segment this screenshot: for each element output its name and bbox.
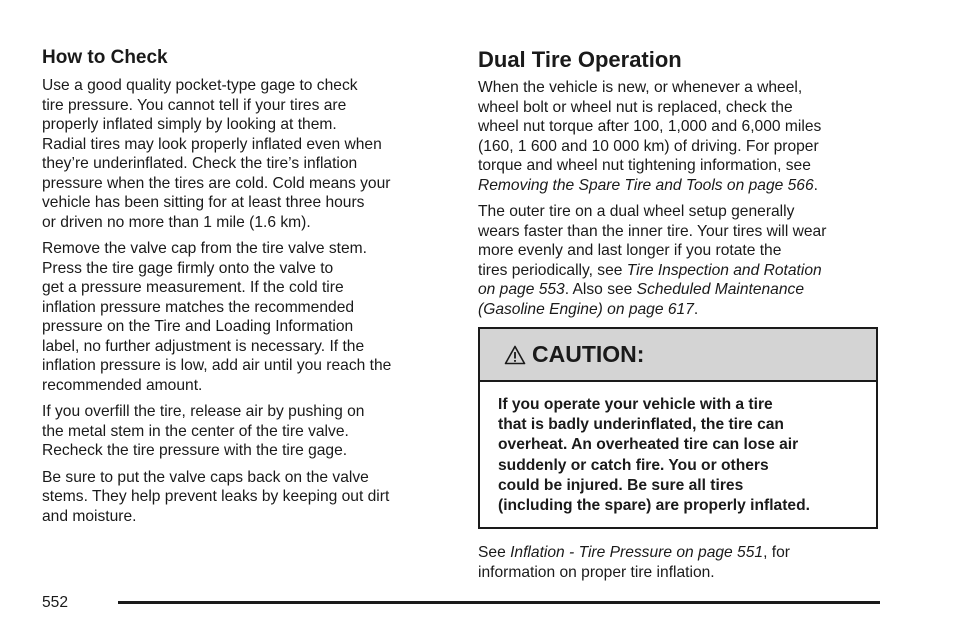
caution-text xyxy=(480,382,876,516)
text-line: (160, 1 600 and 10 000 km) of driving. For proper xyxy=(478,137,819,155)
section-heading-dual-tire-operation: Dual Tire Operation xyxy=(478,47,682,72)
cross-reference-link[interactable]: Tire Inspection and Rotation xyxy=(626,261,822,279)
right-column xyxy=(478,46,888,326)
text-line: inflation pressure matches the recommended xyxy=(42,298,355,316)
caution-header xyxy=(480,329,876,382)
text-line: Be sure to put the valve caps back on the valve xyxy=(42,468,369,486)
text-line: Remove the valve cap from the tire valve stem. xyxy=(42,240,368,257)
text-line: properly inflated simply by looking at them. xyxy=(42,116,337,133)
text-line: more evenly and last longer if you rotate the xyxy=(478,242,782,259)
text-line: label, no further adjustment is necessary. If the xyxy=(42,337,365,355)
text-line: Use a good quality pocket-type gage to check xyxy=(42,77,358,94)
text-line: If you overfill the tire, release air by pushing on xyxy=(42,403,365,420)
paragraph xyxy=(42,468,452,527)
text-line: pressure on the Tire and Loading Information xyxy=(42,318,354,335)
inline-text: . Also see xyxy=(564,281,637,298)
text-line: wheel bolt or wheel nut is replaced, check the xyxy=(478,98,793,116)
paragraph xyxy=(478,543,888,582)
text-line: could be injured. Be sure all tires xyxy=(498,476,744,494)
paragraph xyxy=(42,402,452,461)
text-line xyxy=(478,261,888,281)
text-line xyxy=(478,176,888,196)
text-line: Recheck the tire pressure with the tire gage. xyxy=(42,442,348,459)
inline-text: tires periodically, see xyxy=(478,261,627,279)
punctuation: . xyxy=(813,176,818,194)
text-line: Radial tires may look properly inflated even when xyxy=(42,135,382,153)
text-line: torque and wheel nut tightening information, see xyxy=(478,157,811,174)
text-line: inflation pressure is low, add air until you reach the xyxy=(42,357,392,374)
caution-box xyxy=(478,327,878,529)
text-line: overheat. An overheated tire can lose air xyxy=(498,436,799,454)
text-line xyxy=(478,300,888,320)
text-line: tire pressure. You cannot tell if your tires are xyxy=(42,96,347,114)
punctuation: . xyxy=(693,300,699,318)
paragraph xyxy=(478,78,888,195)
text-line: or driven no more than 1 mile (1.6 km). xyxy=(42,213,311,231)
text-line xyxy=(478,280,888,300)
text-line: get a pressure measurement. If the cold tire xyxy=(42,279,344,296)
paragraph xyxy=(478,202,888,319)
text-line: and moisture. xyxy=(42,507,137,525)
cross-reference-link[interactable]: Inflation - Tire Pressure on page 551 xyxy=(510,544,764,561)
text-line: The outer tire on a dual wheel setup generally xyxy=(478,203,795,220)
text-line: that is badly underinflated, the tire can xyxy=(498,416,784,434)
cross-reference-link[interactable]: on page 553 xyxy=(478,281,565,298)
cross-reference-link[interactable]: Scheduled Maintenance xyxy=(636,281,804,298)
text-line: pressure when the tires are cold. Cold means your xyxy=(42,174,391,192)
footer-divider xyxy=(118,601,880,604)
warning-triangle-icon xyxy=(504,345,526,365)
text-line: recommended amount. xyxy=(42,376,203,394)
text-line: wheel nut torque after 100, 1,000 and 6,000 miles xyxy=(478,118,822,135)
text-line: suddenly or catch fire. You or others xyxy=(498,456,769,474)
text-line: wears faster than the inner tire. Your tires will wear xyxy=(478,222,827,240)
text-line: information on proper tire inflation. xyxy=(478,563,715,581)
text-line: If you operate your vehicle with a tire xyxy=(498,396,773,413)
paragraph xyxy=(42,76,452,232)
cross-reference-link[interactable]: Removing the Spare Tire and Tools on page 566 xyxy=(478,176,814,194)
paragraph xyxy=(42,239,452,395)
page-number: 552 xyxy=(42,594,69,611)
text-line: Press the tire gage firmly onto the valve to xyxy=(42,259,334,277)
inline-text: , for xyxy=(763,544,790,561)
text-line: When the vehicle is new, or whenever a wheel, xyxy=(478,79,803,96)
text-line: the metal stem in the center of the tire valve. xyxy=(42,422,349,440)
section-heading-how-to-check: How to Check xyxy=(42,47,168,68)
text-line xyxy=(478,543,888,563)
cross-reference-link[interactable]: (Gasoline Engine) on page 617 xyxy=(478,300,694,318)
text-line: (including the spare) are properly inflated. xyxy=(498,497,810,515)
text-line: stems. They help prevent leaks by keeping out dirt xyxy=(42,488,390,505)
text-line: they’re underinflated. Check the tire’s inflation xyxy=(42,155,358,172)
text-line: vehicle has been sitting for at least three hours xyxy=(42,194,365,211)
caution-title: CAUTION: xyxy=(532,341,645,367)
inline-text: See xyxy=(478,544,511,561)
left-column xyxy=(42,46,452,533)
